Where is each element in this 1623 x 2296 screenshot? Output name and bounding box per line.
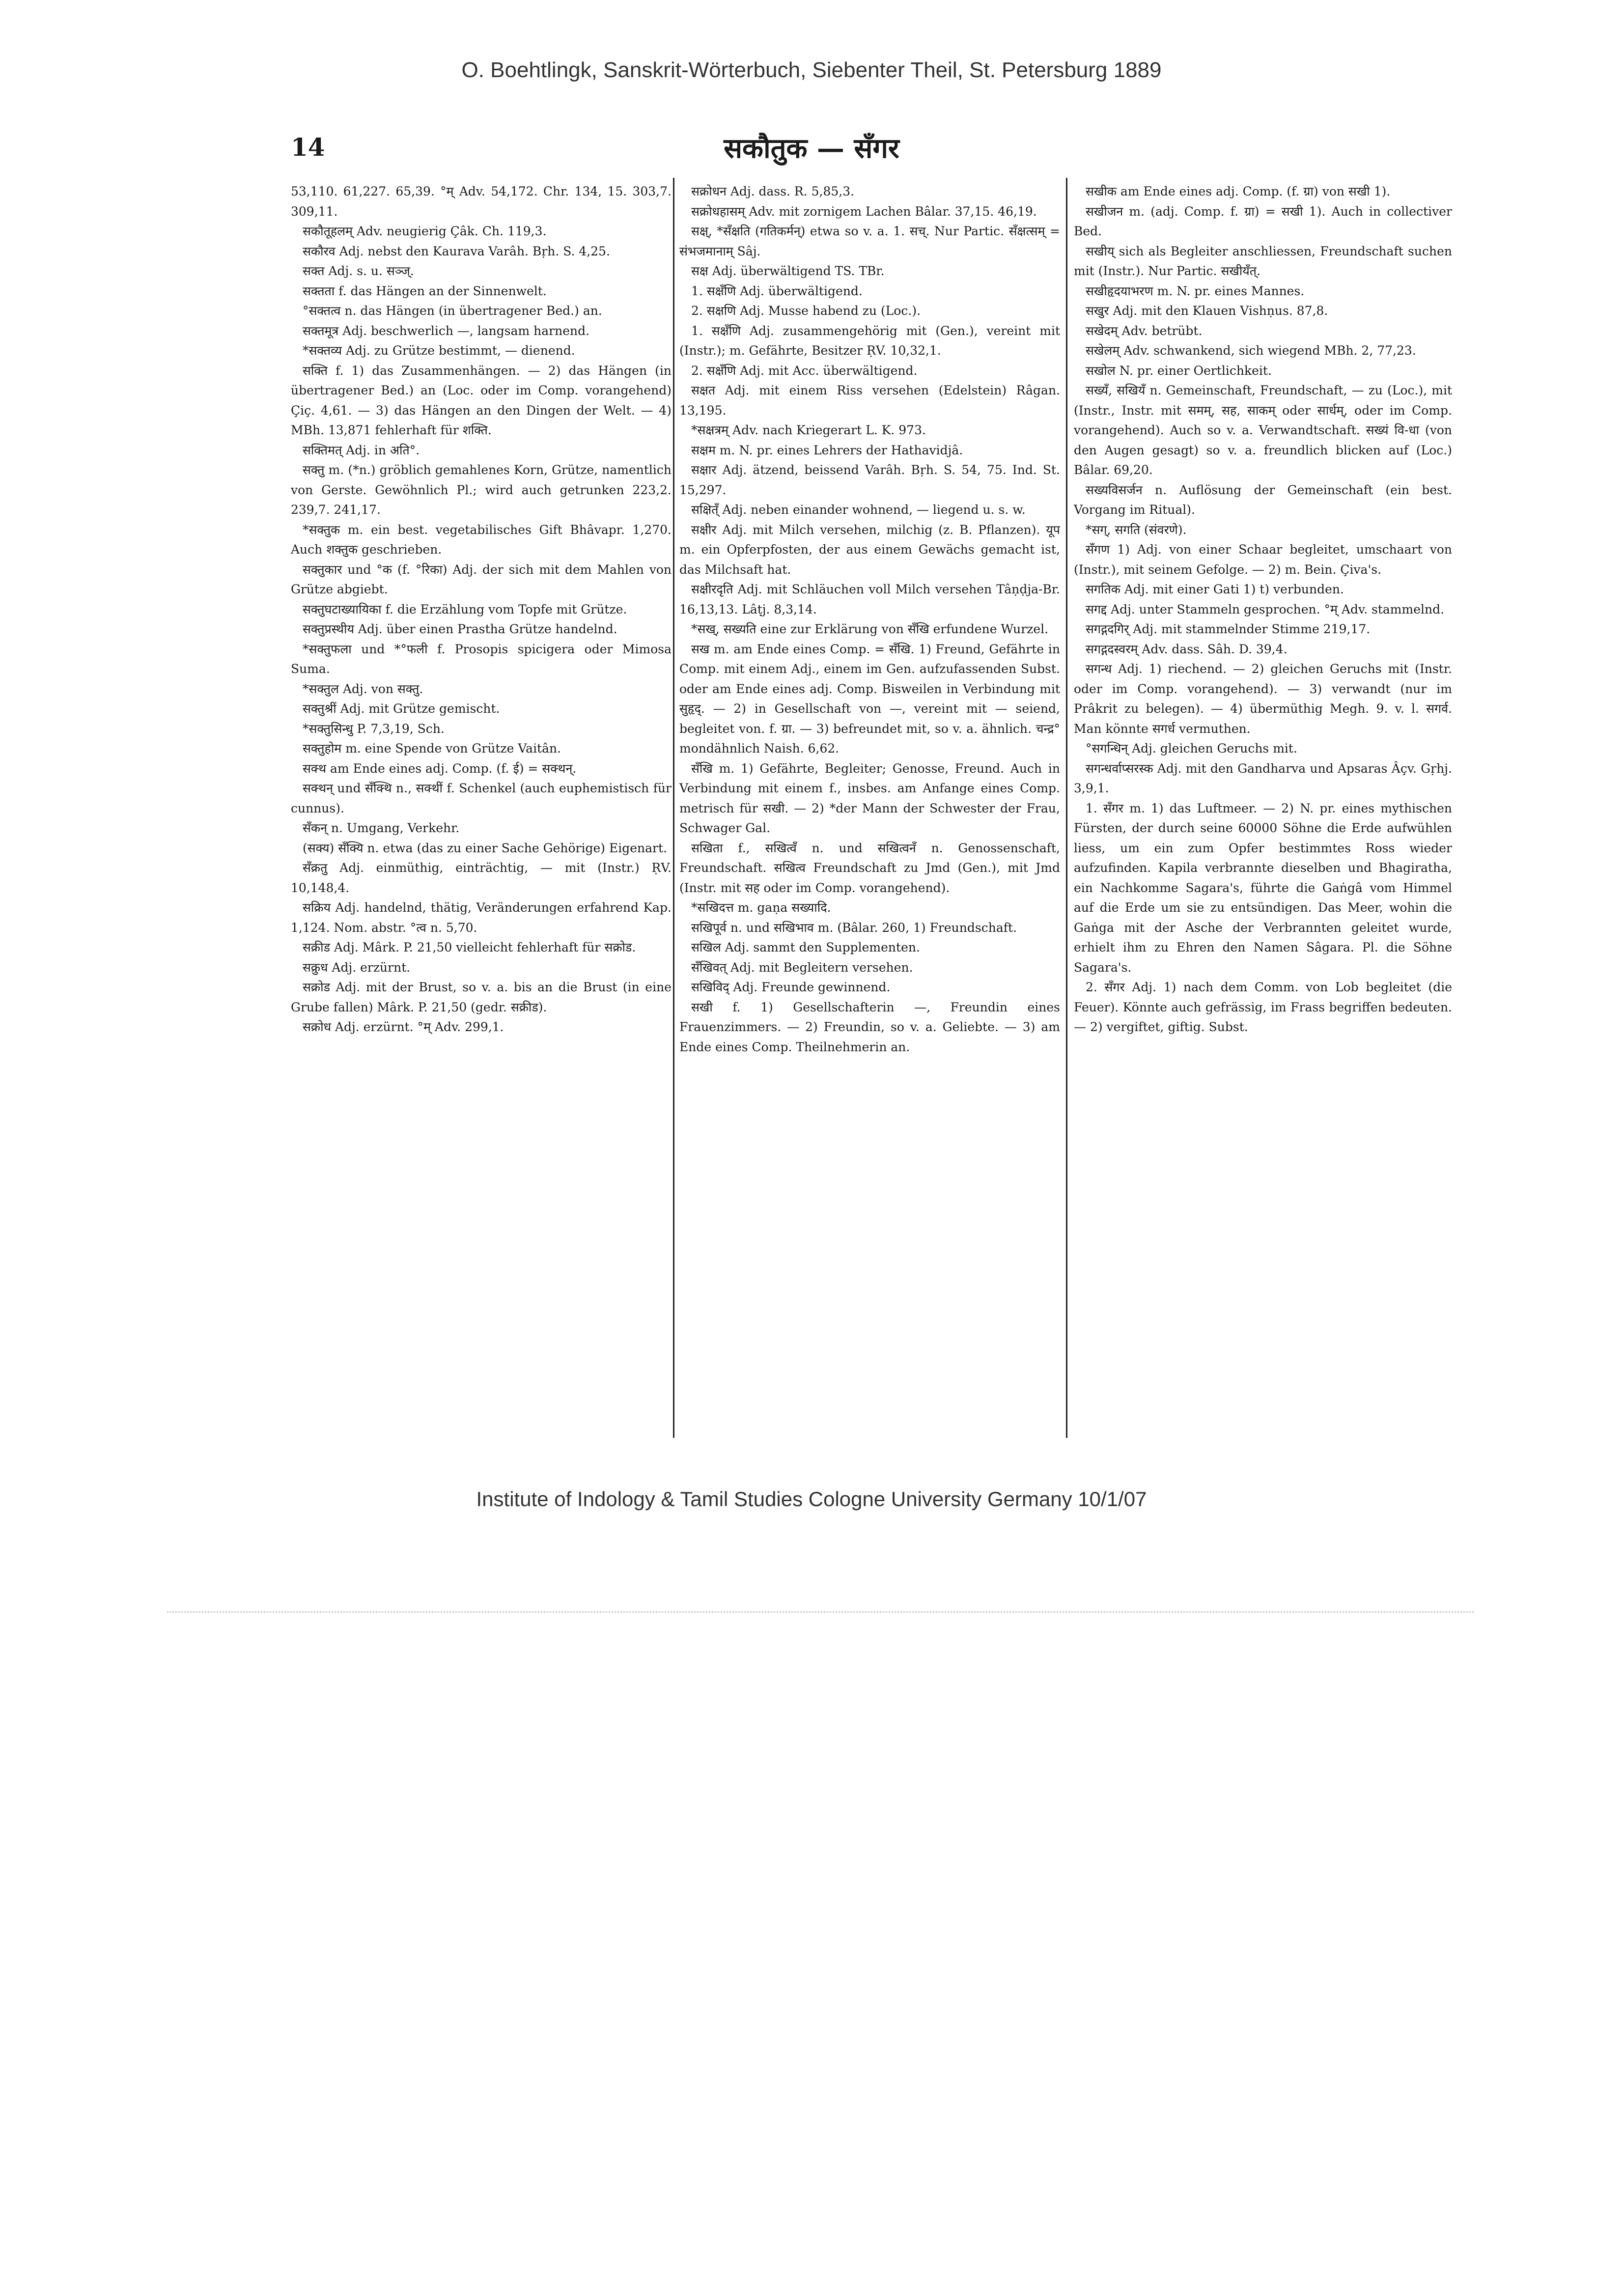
- dictionary-entry: सखिल Adj. sammt den Supplementen.: [691, 940, 920, 954]
- dictionary-entry: सखी f. 1) Gesellschafterin —, Freundin eines Frauenzimmers. — 2) Freundin, so v. a. Geliebte. — 3) am Ende eines Comp. Theilnehmerin an.: [679, 1000, 1060, 1054]
- column-1: [291, 182, 672, 1037]
- dictionary-entry: सक्तुहोम m. eine Spende von Grütze Vaitân.: [303, 741, 561, 756]
- dictionary-entry: (सक्य) सँक्यि n. etwa (das zu einer Sache Gehörige) Eigenart.: [303, 840, 667, 855]
- dictionary-entry: सखीक am Ende eines adj. Comp. (f. ग्रा) von सखी 1).: [1086, 184, 1391, 198]
- dictionary-entry: सक्षीर Adj. mit Milch versehen, milchig (z. B. Pflanzen). यूप m. ein Opferpfosten, der aus einem Gewächs gemacht ist, das Milchsaft hat.: [679, 522, 1060, 577]
- dictionary-entry: सक्तिमत् Adj. in अति°.: [303, 443, 420, 457]
- dictionary-entry: 2. सक्षँणि Adj. mit Acc. überwältigend.: [691, 363, 918, 378]
- dictionary-entry: सक्रोधन Adj. dass. R. 5,85,3.: [691, 184, 855, 198]
- dictionary-entry: सक्तुप्रस्थीय Adj. über einen Prastha Grütze handelnd.: [303, 622, 617, 636]
- dictionary-entry: सखेदम् Adv. betrübt.: [1086, 323, 1203, 338]
- dictionary-entry: *सग्, सगति (संवरणे).: [1086, 522, 1187, 537]
- dictionary-entry: सखुर Adj. mit den Klauen Vishṇus. 87,8.: [1086, 304, 1328, 318]
- dictionary-entry: सक्थन् und सँक्थि n., सक्थीं f. Schenkel (auch euphemistisch für cunnus).: [291, 781, 672, 815]
- dictionary-entry: सँकन् n. Umgang, Verkehr.: [303, 821, 460, 835]
- dictionary-entry: सखोल N. pr. einer Oertlichkeit.: [1086, 363, 1272, 378]
- dictionary-entry: सख्यँ, सखियँ n. Gemeinschaft, Freundschaft, — zu (Loc.), mit (Instr., Instr. mit समम्, सह, साकम् oder सार्धम्, oder im Comp. vorangehend). Auch so v. a. Verwandtschaft. सख्यं वि-धा (von den Augen gesagt) so v. a. freundlich blicken auf (Loc.) Bâlar. 69,20.: [1074, 383, 1452, 477]
- dictionary-entry: सखीजन m. (adj. Comp. f. ग्रा) = सखी 1). Auch in collectiver Bed.: [1074, 204, 1452, 238]
- dictionary-entry: *सक्तुफला und *°फली f. Prosopis spicigera oder Mimosa Suma.: [291, 642, 672, 676]
- dictionary-entry: सखीय् sich als Begleiter anschliessen, Freundschaft suchen mit (Instr.). Nur Partic. सखीयँत्.: [1074, 244, 1452, 278]
- dictionary-entry: *सखिदत्त m. gaṇa सख्यादि.: [691, 900, 831, 915]
- dictionary-entry: सक्थ am Ende eines adj. Comp. (f. ई) = सक्थन्.: [303, 761, 577, 776]
- dictionary-entry: सगद्द Adj. unter Stammeln gesprochen. °म् Adv. stammelnd.: [1086, 602, 1445, 616]
- dictionary-entry: सक्रोध Adj. erzürnt. °म् Adv. 299,1.: [303, 1020, 504, 1034]
- dictionary-entry: सक्तुश्रीं Adj. mit Grütze gemischt.: [303, 701, 500, 716]
- dictionary-entry: सक्तमूत्र Adj. beschwerlich —, langsam harnend.: [303, 323, 590, 338]
- dictionary-entry: सक्षम m. N. pr. eines Lehrers der Hathavidjâ.: [691, 443, 963, 457]
- dictionary-entry: सँखि m. 1) Gefährte, Begleiter; Genosse, Freund. Auch in Verbindung mit einem f., insbes. am Anfange eines Comp. metrisch für सखी. — 2) *der Mann der Schwester der Frau, Schwager Gal.: [679, 761, 1060, 835]
- dictionary-entry: सक्रोड Adj. mit der Brust, so v. a. bis an die Brust (in eine Grube fallen) Mârk. P. 21,50 (gedr. सक्रीड).: [291, 980, 672, 1014]
- dictionary-entry: सक्तुकार und °क (f. °रिका) Adj. der sich mit dem Mahlen von Grütze abgiebt.: [291, 562, 672, 596]
- dictionary-entry: सँखिवत् Adj. mit Begleitern versehen.: [691, 960, 913, 975]
- dictionary-entry: सखीहृदयाभरण m. N. pr. eines Mannes.: [1086, 283, 1305, 298]
- dictionary-entry: सक्षत Adj. mit einem Riss versehen (Edelstein) Râgan. 13,195.: [679, 383, 1060, 418]
- dictionary-entry: 53,110. 61,227. 65,39. °म् Adv. 54,172. Chr. 134, 15. 303,7. 309,11.: [291, 184, 672, 219]
- page-number: 14: [291, 133, 325, 162]
- dictionary-entry: सकौरव Adj. nebst den Kaurava Varâh. Bṛh. S. 4,25.: [303, 244, 611, 258]
- dictionary-entry: सक्रीड Adj. Mârk. P. 21,50 vielleicht fehlerhaft für सक्रोड.: [303, 940, 636, 954]
- dictionary-entry: सखिविद् Adj. Freunde gewinnend.: [691, 980, 891, 994]
- dictionary-entry: *सक्षत्रम् Adv. nach Kriegerart L. K. 973.: [691, 423, 926, 437]
- dictionary-entry: 1. सक्षँणि Adj. zusammengehörig mit (Gen.), vereint mit (Instr.); m. Gefährte, Besitzer ṚV. 10,32,1.: [679, 323, 1060, 358]
- dictionary-entry: सखिपूर्व n. und सखिभाव m. (Bâlar. 260, 1) Freundschaft.: [691, 920, 1017, 935]
- dictionary-entry: सख्यविसर्जन n. Auflösung der Gemeinschaft (ein best. Vorgang im Ritual).: [1074, 482, 1452, 517]
- dictionary-entry: °सगन्धिन् Adj. gleichen Geruchs mit.: [1086, 741, 1297, 756]
- column-rule: [673, 178, 674, 1438]
- dictionary-entry: *सक्तव्य Adj. zu Grütze bestimmt, — dienend.: [303, 343, 575, 358]
- dictionary-entry: सक्तु m. (*n.) gröblich gemahlenes Korn, Grütze, namentlich von Gerste. Gewöhnlich Pl.; wird auch getrunken 223,2. 239,7. 241,17.: [291, 463, 672, 517]
- dictionary-entry: सगन्धर्वाप्सरस्क Adj. mit den Gandharva und Apsaras Âçv. Gṛhj. 3,9,1.: [1074, 761, 1452, 795]
- running-head: सकौतुक — सँगर: [724, 132, 899, 165]
- source-header: O. Boehtlingk, Sanskrit-Wörterbuch, Siebenter Theil, St. Petersburg 1889: [461, 58, 1162, 82]
- dictionary-entry: °सक्तत्व n. das Hängen (in übertragener Bed.) an.: [303, 304, 602, 318]
- dictionary-entry: सक्रोधहासम् Adv. mit zornigem Lachen Bâlar. 37,15. 46,19.: [691, 204, 1037, 219]
- dictionary-entry: सक्षार Adj. ätzend, beissend Varâh. Bṛh. S. 54, 75. Ind. St. 15,297.: [679, 463, 1060, 497]
- dictionary-entry: 1. सँगर m. 1) das Luftmeer. — 2) N. pr. eines mythischen Fürsten, der durch seine 60000 Söhne die Erde aufwühlen liess, um ein zum Opfer bestimmtes Ross wieder aufzufinden. Kapila verbrannte dieselben und Bhagiratha, ein Nachkomme Sagara's, führte die Gaṅgâ vom Himmel auf die Erde um sie zu entsündigen. Das Meer, wohin die Gaṅga mit der Asche der Verbrannten geleitet wurde, erhielt ihm zu Ehren den Namen Sâgara. Pl. die Söhne Sagara's.: [1074, 801, 1452, 975]
- scan-artifact-line: [167, 1611, 1474, 1613]
- dictionary-entry: सगद्गदगिर् Adj. mit stammelnder Stimme 219,17.: [1086, 622, 1371, 636]
- dictionary-entry: सँक्रतु Adj. einmüthig, einträchtig, — mit (Instr.) ṚV. 10,148,4.: [291, 861, 672, 895]
- dictionary-entry: 2. सक्षणि Adj. Musse habend zu (Loc.).: [691, 304, 921, 318]
- column-rule: [1066, 178, 1067, 1438]
- column-3: [1074, 182, 1452, 1037]
- dictionary-entry: सक्रिय Adj. handelnd, thätig, Veränderungen erfahrend Kap. 1,124. Nom. abstr. °त्व n. 5,70.: [291, 900, 672, 935]
- dictionary-entry: सगन्ध Adj. 1) riechend. — 2) gleichen Geruchs mit (Instr. oder im Comp. vorangehend). — 3) verwandt (nur im Prâkrit zu belegen). — 4) übermüthig Megh. 9. v. l. सगर्व. Man könnte सगर्ध vermuthen.: [1074, 662, 1452, 736]
- dictionary-entry: सक्षित्ँ Adj. neben einander wohnend, — liegend u. s. w.: [691, 503, 1026, 517]
- column-2: [679, 182, 1060, 1057]
- dictionary-entry: सगद्गदस्वरम् Adv. dass. Sâh. D. 39,4.: [1086, 642, 1287, 656]
- dictionary-entry: 2. सँगर Adj. 1) nach dem Comm. von Lob begleitet (die Feuer). Könnte auch gefrässig, im Frass begriffen bedeuten. — 2) vergiftet, giftig. Subst.: [1074, 980, 1452, 1034]
- dictionary-entry: *सक्तुसिन्धु P. 7,3,19, Sch.: [303, 721, 445, 736]
- dictionary-entry: सखिता f., सखित्वँ n. und सखित्वनँ n. Genossenschaft, Freundschaft. सखित्व Freundschaft zu Jmd (Gen.), mit Jmd (Instr. mit सह oder im Comp. vorangehend).: [679, 840, 1060, 895]
- dictionary-entry: सक्ष्, *सँक्षति (गतिकर्मन्) etwa so v. a. 1. सच्. Nur Partic. सँक्षत्सम् = संभजमानाम् Sâj.: [679, 224, 1060, 258]
- dictionary-entry: सक्ष Adj. überwältigend TS. TBr.: [691, 264, 885, 278]
- dictionary-entry: सक्रुध Adj. erzürnt.: [303, 960, 411, 975]
- dictionary-entry: 1. सक्षँणि Adj. überwältigend.: [691, 283, 863, 298]
- dictionary-entry: सक्ति f. 1) das Zusammenhängen. — 2) das Hängen (in übertragener Bed.) an (Loc. oder im Comp. vorangehend) Çiç. 4,61. — 3) das Hängen an den Dingen der Welt. — 4) MBh. 13,871 fehlerhaft für शक्ति.: [291, 363, 672, 437]
- dictionary-entry: सक्तता f. das Hängen an der Sinnenwelt.: [303, 283, 547, 298]
- dictionary-entry: *सक्तुक m. ein best. vegetabilisches Gift Bhâvapr. 1,270. Auch शक्तुक geschrieben.: [291, 522, 672, 557]
- dictionary-entry: सक्षीरदृति Adj. mit Schläuchen voll Milch versehen Tâṇḍja-Br. 16,13,13. Lâṭj. 8,3,14.: [679, 582, 1060, 616]
- dictionary-entry: सखेलम् Adv. schwankend, sich wiegend MBh. 2, 77,23.: [1086, 343, 1416, 358]
- dictionary-entry: सक्त Adj. s. u. सञ्ज्.: [303, 264, 414, 278]
- dictionary-entry: *सक्तुल Adj. von सक्तु.: [303, 681, 423, 696]
- dictionary-entry: सँगण 1) Adj. von einer Schaar begleitet, umschaart von (Instr.), mit seinem Gefolge. — 2) m. Bein. Çiva's.: [1074, 542, 1452, 577]
- dictionary-entry: सक्तुघटाख्यायिका f. die Erzählung vom Topfe mit Grütze.: [303, 602, 627, 616]
- dictionary-entry: सख m. am Ende eines Comp. = सँखि. 1) Freund, Gefährte in Comp. mit einem Adj., einem im Gen. aufzufassenden Subst. oder am Ende eines adj. Comp. Bisweilen in Verbindung mit सुहृद्. — 2) in Gesellschaft von —, vereint mit — seiend, begleitet von. f. ग्रा. — 3) befreundet mit, so v. a. ähnlich. चन्द्र° mondähnlich Naish. 6,62.: [679, 642, 1060, 756]
- dictionary-entry: सकौतूहलम् Adv. neugierig Çâk. Ch. 119,3.: [303, 224, 547, 238]
- dictionary-entry: *सख्, सख्यति eine zur Erklärung von सँखि erfundene Wurzel.: [691, 622, 1049, 636]
- footer-credit: Institute of Indology & Tamil Studies Cologne University Germany 10/1/07: [476, 1487, 1147, 1511]
- dictionary-entry: सगतिक Adj. mit einer Gati 1) t) verbunden.: [1086, 582, 1344, 596]
